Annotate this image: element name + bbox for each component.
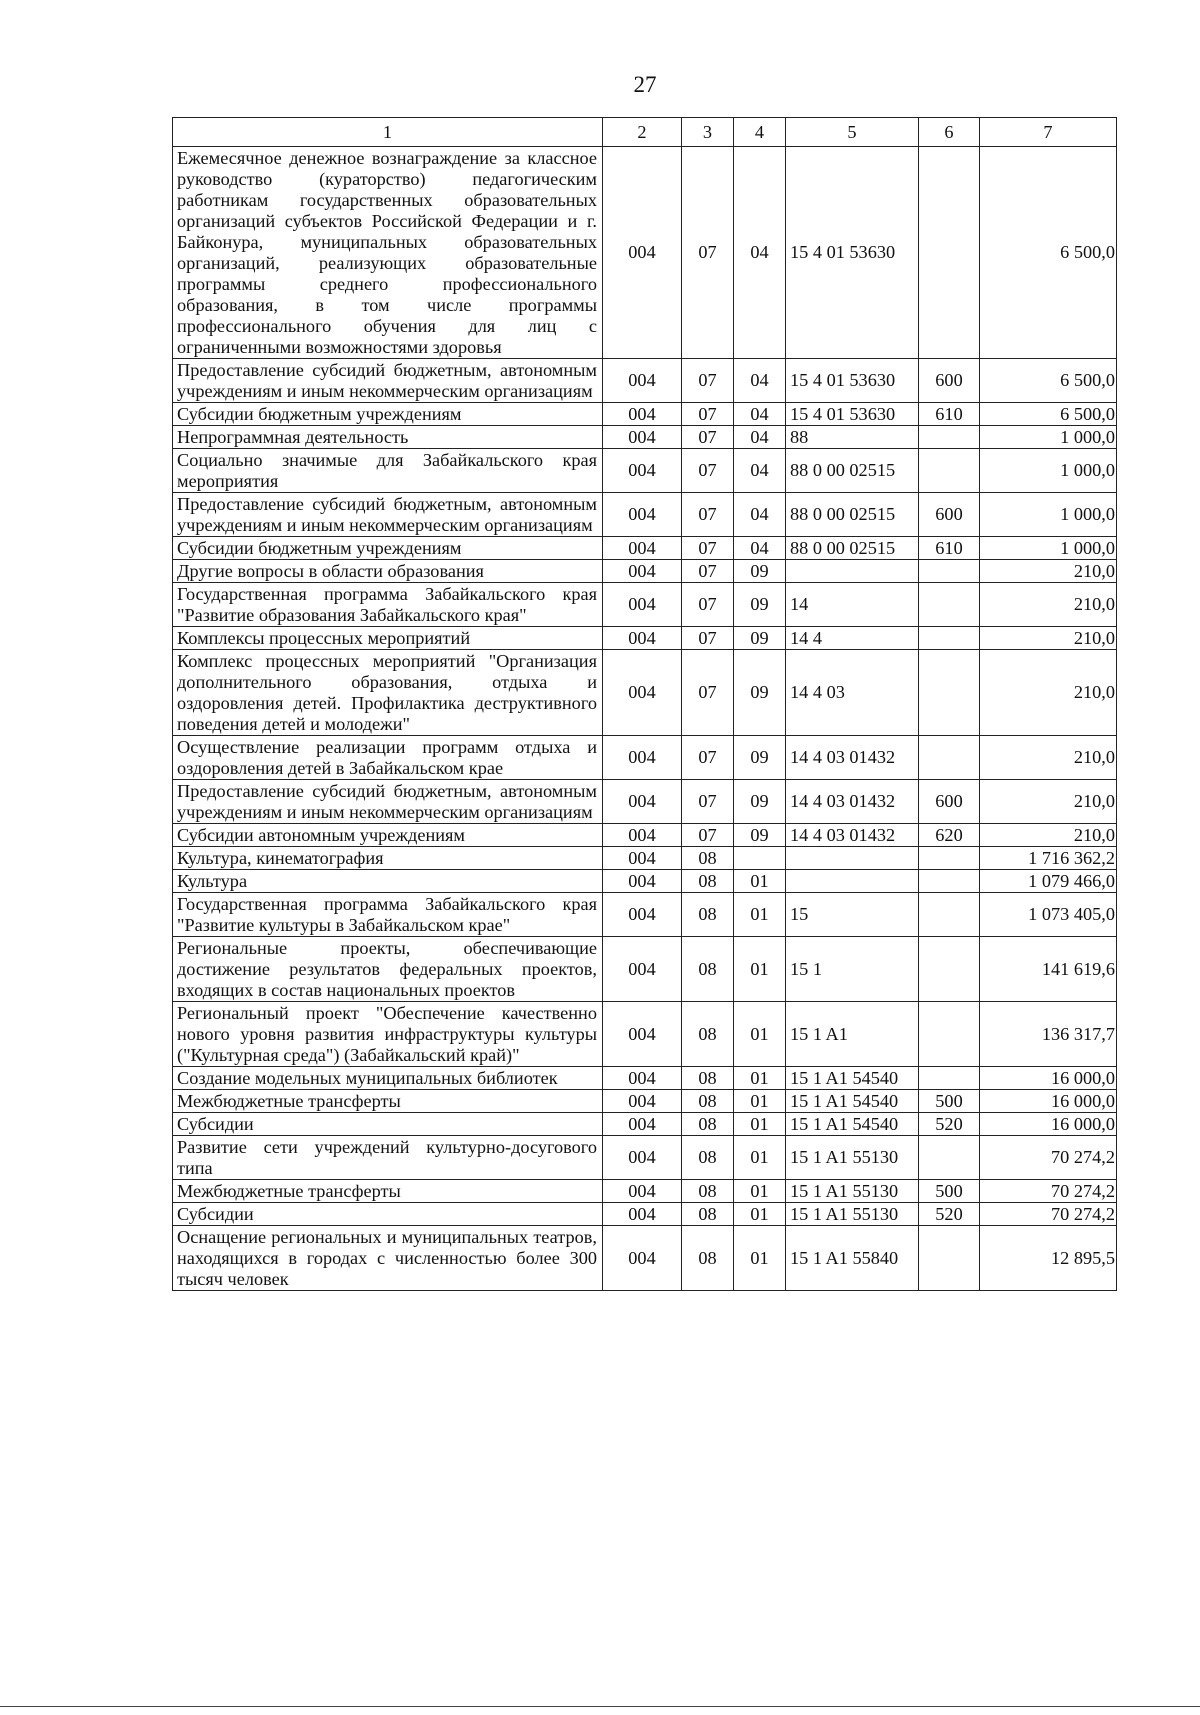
target-article-cell: 14 4 03 01432 — [786, 780, 919, 824]
amount-cell: 16 000,0 — [980, 1113, 1117, 1136]
header-cell: 1 — [173, 118, 603, 147]
row-name-cell: Комплексы процессных мероприятий — [173, 627, 603, 650]
expense-type-cell — [919, 426, 980, 449]
target-article-cell: 15 1 A1 55130 — [786, 1203, 919, 1226]
subsection-code-cell: 09 — [734, 650, 786, 736]
expense-type-cell — [919, 870, 980, 893]
expense-type-cell — [919, 147, 980, 359]
subsection-code-cell: 04 — [734, 449, 786, 493]
subsection-code-cell: 09 — [734, 627, 786, 650]
ministry-code-cell: 004 — [603, 937, 682, 1002]
row-name-cell: Предоставление субсидий бюджетным, автономным учреждениям и иным некоммерческим организациям — [173, 359, 603, 403]
ministry-code-cell: 004 — [603, 1180, 682, 1203]
subsection-code-cell: 04 — [734, 403, 786, 426]
ministry-code-cell: 004 — [603, 1090, 682, 1113]
table-row — [173, 449, 1117, 493]
section-code-cell: 07 — [682, 824, 734, 847]
subsection-code-cell: 01 — [734, 1113, 786, 1136]
ministry-code-cell: 004 — [603, 426, 682, 449]
subsection-code-cell: 01 — [734, 1090, 786, 1113]
target-article-cell: 15 1 A1 54540 — [786, 1090, 919, 1113]
table-row — [173, 583, 1117, 627]
amount-cell: 70 274,2 — [980, 1180, 1117, 1203]
row-name-cell: Субсидии автономным учреждениям — [173, 824, 603, 847]
amount-cell: 210,0 — [980, 650, 1117, 736]
row-name-cell: Непрограммная деятельность — [173, 426, 603, 449]
ministry-code-cell: 004 — [603, 1226, 682, 1291]
section-code-cell: 08 — [682, 1090, 734, 1113]
expense-type-cell — [919, 893, 980, 937]
target-article-cell: 14 4 03 01432 — [786, 736, 919, 780]
section-code-cell: 08 — [682, 847, 734, 870]
amount-cell: 210,0 — [980, 736, 1117, 780]
section-code-cell: 07 — [682, 147, 734, 359]
section-code-cell: 07 — [682, 627, 734, 650]
expense-type-cell — [919, 1067, 980, 1090]
ministry-code-cell: 004 — [603, 1113, 682, 1136]
expense-type-cell: 500 — [919, 1180, 980, 1203]
row-name-cell: Региональные проекты, обеспечивающие достижение результатов федеральных проектов, входящих в состав национальных проектов — [173, 937, 603, 1002]
table-row — [173, 1002, 1117, 1067]
row-name-cell: Создание модельных муниципальных библиотек — [173, 1067, 603, 1090]
target-article-cell: 14 4 03 01432 — [786, 824, 919, 847]
row-name-cell: Другие вопросы в области образования — [173, 560, 603, 583]
amount-cell: 210,0 — [980, 824, 1117, 847]
subsection-code-cell: 01 — [734, 870, 786, 893]
amount-cell: 136 317,7 — [980, 1002, 1117, 1067]
target-article-cell — [786, 870, 919, 893]
amount-cell: 210,0 — [980, 627, 1117, 650]
table-row — [173, 650, 1117, 736]
header-cell: 2 — [603, 118, 682, 147]
header-cell: 7 — [980, 118, 1117, 147]
target-article-cell: 15 1 A1 55130 — [786, 1136, 919, 1180]
amount-cell: 210,0 — [980, 583, 1117, 627]
ministry-code-cell: 004 — [603, 824, 682, 847]
header-cell: 5 — [786, 118, 919, 147]
subsection-code-cell — [734, 847, 786, 870]
target-article-cell: 88 — [786, 426, 919, 449]
ministry-code-cell: 004 — [603, 537, 682, 560]
row-name-cell: Региональный проект "Обеспечение качественно нового уровня развития инфраструктуры культуры ("Культурная среда") (Забайкальский край)" — [173, 1002, 603, 1067]
table-row — [173, 870, 1117, 893]
table-row — [173, 824, 1117, 847]
target-article-cell: 15 1 — [786, 937, 919, 1002]
amount-cell: 1 000,0 — [980, 537, 1117, 560]
subsection-code-cell: 04 — [734, 493, 786, 537]
expense-type-cell: 520 — [919, 1113, 980, 1136]
table-row — [173, 1203, 1117, 1226]
ministry-code-cell: 004 — [603, 870, 682, 893]
subsection-code-cell: 09 — [734, 736, 786, 780]
subsection-code-cell: 01 — [734, 893, 786, 937]
section-code-cell: 08 — [682, 870, 734, 893]
section-code-cell: 08 — [682, 1226, 734, 1291]
row-name-cell: Предоставление субсидий бюджетным, автономным учреждениям и иным некоммерческим организациям — [173, 780, 603, 824]
amount-cell: 70 274,2 — [980, 1203, 1117, 1226]
expense-type-cell: 520 — [919, 1203, 980, 1226]
ministry-code-cell: 004 — [603, 780, 682, 824]
ministry-code-cell: 004 — [603, 1067, 682, 1090]
subsection-code-cell: 01 — [734, 1136, 786, 1180]
section-code-cell: 07 — [682, 560, 734, 583]
section-code-cell: 07 — [682, 650, 734, 736]
ministry-code-cell: 004 — [603, 1203, 682, 1226]
row-name-cell: Субсидии бюджетным учреждениям — [173, 403, 603, 426]
row-name-cell: Развитие сети учреждений культурно-досугового типа — [173, 1136, 603, 1180]
page-number: 27 — [633, 72, 657, 97]
table-row — [173, 1136, 1117, 1180]
target-article-cell — [786, 847, 919, 870]
row-name-cell: Оснащение региональных и муниципальных театров, находящихся в городах с численностью более 300 тысяч человек — [173, 1226, 603, 1291]
section-code-cell: 08 — [682, 893, 734, 937]
target-article-cell: 15 1 A1 54540 — [786, 1113, 919, 1136]
amount-cell: 16 000,0 — [980, 1067, 1117, 1090]
expense-type-cell — [919, 1136, 980, 1180]
header-cell: 3 — [682, 118, 734, 147]
table-row — [173, 780, 1117, 824]
amount-cell: 210,0 — [980, 560, 1117, 583]
row-name-cell: Комплекс процессных мероприятий "Организация дополнительного образования, отдыха и оздоровления детей. Профилактика деструктивного поведения детей и молодежи" — [173, 650, 603, 736]
expense-type-cell: 610 — [919, 537, 980, 560]
section-code-cell: 08 — [682, 1180, 734, 1203]
section-code-cell: 08 — [682, 1113, 734, 1136]
ministry-code-cell: 004 — [603, 449, 682, 493]
expense-type-cell: 610 — [919, 403, 980, 426]
amount-cell: 1 716 362,2 — [980, 847, 1117, 870]
row-name-cell: Государственная программа Забайкальского края "Развитие культуры в Забайкальском крае" — [173, 893, 603, 937]
expense-type-cell — [919, 1226, 980, 1291]
amount-cell: 12 895,5 — [980, 1226, 1117, 1291]
table-row — [173, 359, 1117, 403]
target-article-cell: 88 0 00 02515 — [786, 449, 919, 493]
section-code-cell: 08 — [682, 1203, 734, 1226]
subsection-code-cell: 09 — [734, 583, 786, 627]
table-row — [173, 1067, 1117, 1090]
row-name-cell: Культура — [173, 870, 603, 893]
section-code-cell: 08 — [682, 1067, 734, 1090]
ministry-code-cell: 004 — [603, 1136, 682, 1180]
subsection-code-cell: 01 — [734, 1067, 786, 1090]
subsection-code-cell: 09 — [734, 780, 786, 824]
amount-cell: 16 000,0 — [980, 1090, 1117, 1113]
section-code-cell: 07 — [682, 537, 734, 560]
expense-type-cell: 500 — [919, 1090, 980, 1113]
section-code-cell: 07 — [682, 426, 734, 449]
ministry-code-cell: 004 — [603, 736, 682, 780]
table-row — [173, 403, 1117, 426]
header-cell: 4 — [734, 118, 786, 147]
subsection-code-cell: 04 — [734, 537, 786, 560]
section-code-cell: 07 — [682, 493, 734, 537]
budget-table — [172, 117, 1117, 1291]
ministry-code-cell: 004 — [603, 627, 682, 650]
row-name-cell: Субсидии — [173, 1113, 603, 1136]
table-row — [173, 627, 1117, 650]
amount-cell: 1 000,0 — [980, 493, 1117, 537]
target-article-cell: 88 0 00 02515 — [786, 493, 919, 537]
ministry-code-cell: 004 — [603, 1002, 682, 1067]
expense-type-cell — [919, 1002, 980, 1067]
target-article-cell: 15 4 01 53630 — [786, 359, 919, 403]
table-row — [173, 847, 1117, 870]
target-article-cell: 14 4 03 — [786, 650, 919, 736]
expense-type-cell: 600 — [919, 780, 980, 824]
subsection-code-cell: 01 — [734, 1203, 786, 1226]
row-name-cell: Субсидии — [173, 1203, 603, 1226]
row-name-cell: Межбюджетные трансферты — [173, 1090, 603, 1113]
subsection-code-cell: 09 — [734, 560, 786, 583]
section-code-cell: 07 — [682, 403, 734, 426]
subsection-code-cell: 01 — [734, 1180, 786, 1203]
header-cell: 6 — [919, 118, 980, 147]
subsection-code-cell: 04 — [734, 426, 786, 449]
amount-cell: 6 500,0 — [980, 359, 1117, 403]
row-name-cell: Государственная программа Забайкальского края "Развитие образования Забайкальского края" — [173, 583, 603, 627]
amount-cell: 6 500,0 — [980, 147, 1117, 359]
row-name-cell: Социально значимые для Забайкальского края мероприятия — [173, 449, 603, 493]
amount-cell: 70 274,2 — [980, 1136, 1117, 1180]
table-row — [173, 426, 1117, 449]
target-article-cell: 15 1 A1 55840 — [786, 1226, 919, 1291]
row-name-cell: Культура, кинематография — [173, 847, 603, 870]
expense-type-cell: 620 — [919, 824, 980, 847]
ministry-code-cell: 004 — [603, 893, 682, 937]
row-name-cell: Межбюджетные трансферты — [173, 1180, 603, 1203]
section-code-cell: 07 — [682, 359, 734, 403]
target-article-cell: 15 4 01 53630 — [786, 147, 919, 359]
expense-type-cell: 600 — [919, 493, 980, 537]
amount-cell: 1 000,0 — [980, 449, 1117, 493]
target-article-cell: 14 — [786, 583, 919, 627]
table-row — [173, 937, 1117, 1002]
expense-type-cell — [919, 736, 980, 780]
section-code-cell: 07 — [682, 583, 734, 627]
target-article-cell: 14 4 — [786, 627, 919, 650]
ministry-code-cell: 004 — [603, 650, 682, 736]
target-article-cell: 15 1 A1 — [786, 1002, 919, 1067]
expense-type-cell — [919, 847, 980, 870]
ministry-code-cell: 004 — [603, 493, 682, 537]
subsection-code-cell: 04 — [734, 359, 786, 403]
ministry-code-cell: 004 — [603, 847, 682, 870]
table-row — [173, 1113, 1117, 1136]
row-name-cell: Ежемесячное денежное вознаграждение за классное руководство (кураторство) педагогическим работникам государственных образовательных организаций субъектов Российской Федерации и г. Байконура, муниципальных образовательных организаций, реализующих образовательные программы среднего профессионального образования, в том числе программы профессионального обучения для лиц с ограниченными возможностями здоровья — [173, 147, 603, 359]
ministry-code-cell: 004 — [603, 359, 682, 403]
amount-cell: 1 000,0 — [980, 426, 1117, 449]
subsection-code-cell: 01 — [734, 1226, 786, 1291]
row-name-cell: Субсидии бюджетным учреждениям — [173, 537, 603, 560]
section-code-cell: 08 — [682, 1136, 734, 1180]
table-row — [173, 1226, 1117, 1291]
section-code-cell: 07 — [682, 736, 734, 780]
target-article-cell: 88 0 00 02515 — [786, 537, 919, 560]
amount-cell: 1 073 405,0 — [980, 893, 1117, 937]
expense-type-cell — [919, 560, 980, 583]
expense-type-cell — [919, 583, 980, 627]
ministry-code-cell: 004 — [603, 560, 682, 583]
expense-type-cell — [919, 650, 980, 736]
table-row — [173, 893, 1117, 937]
target-article-cell: 15 1 A1 54540 — [786, 1067, 919, 1090]
target-article-cell: 15 4 01 53630 — [786, 403, 919, 426]
row-name-cell: Предоставление субсидий бюджетным, автономным учреждениям и иным некоммерческим организациям — [173, 493, 603, 537]
amount-cell: 1 079 466,0 — [980, 870, 1117, 893]
table-header-row — [173, 118, 1117, 147]
section-code-cell: 08 — [682, 1002, 734, 1067]
table-row — [173, 560, 1117, 583]
expense-type-cell — [919, 449, 980, 493]
section-code-cell: 07 — [682, 449, 734, 493]
subsection-code-cell: 04 — [734, 147, 786, 359]
table-row — [173, 537, 1117, 560]
table-row — [173, 1090, 1117, 1113]
table-row — [173, 736, 1117, 780]
target-article-cell — [786, 560, 919, 583]
row-name-cell: Осуществление реализации программ отдыха и оздоровления детей в Забайкальском крае — [173, 736, 603, 780]
ministry-code-cell: 004 — [603, 147, 682, 359]
target-article-cell: 15 — [786, 893, 919, 937]
expense-type-cell — [919, 627, 980, 650]
table-row — [173, 493, 1117, 537]
page-bottom-line — [0, 1706, 1200, 1707]
subsection-code-cell: 09 — [734, 824, 786, 847]
expense-type-cell — [919, 937, 980, 1002]
ministry-code-cell: 004 — [603, 403, 682, 426]
amount-cell: 141 619,6 — [980, 937, 1117, 1002]
table-row — [173, 1180, 1117, 1203]
target-article-cell: 15 1 A1 55130 — [786, 1180, 919, 1203]
expense-type-cell: 600 — [919, 359, 980, 403]
section-code-cell: 08 — [682, 937, 734, 1002]
subsection-code-cell: 01 — [734, 1002, 786, 1067]
ministry-code-cell: 004 — [603, 583, 682, 627]
amount-cell: 6 500,0 — [980, 403, 1117, 426]
amount-cell: 210,0 — [980, 780, 1117, 824]
subsection-code-cell: 01 — [734, 937, 786, 1002]
section-code-cell: 07 — [682, 780, 734, 824]
table-row — [173, 147, 1117, 359]
